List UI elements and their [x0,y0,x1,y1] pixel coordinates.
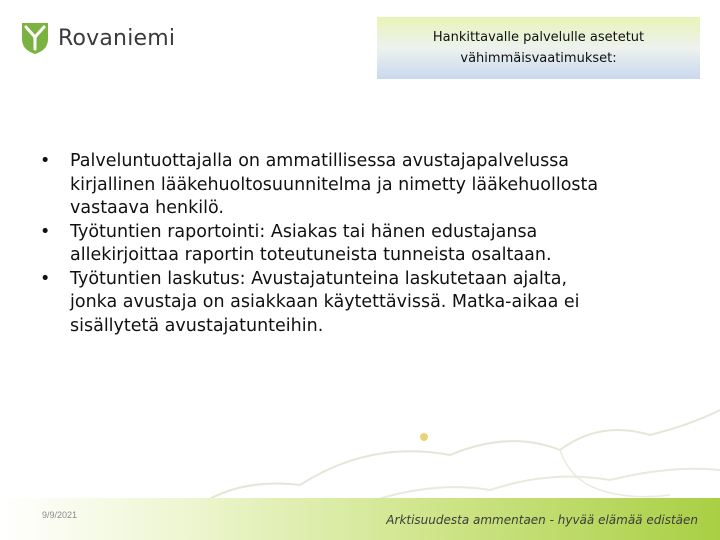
bullet-line: kirjallinen lääkehuoltosuunnitelma ja nimetty lääkehuollosta [70,174,599,195]
slide-title-line-1: Hankittavalle palvelulle asetetut [432,30,645,45]
logo-text: Rovaniemi [58,25,176,51]
footer-slogan: Arktisuudesta ammentaen - hyvää elämää edistäen [386,513,698,527]
bullet-marker: • [40,151,51,171]
bullet-marker: • [40,268,51,289]
slide-title-line-2: vähimmäisvaatimukset: [460,51,617,66]
bullet-line: allekirjoittaa raportin toteutuneista tunneista osaltaan. [70,245,552,265]
slide-title-box [377,17,700,79]
rovaniemi-logo [20,20,175,56]
bullet-item [36,150,696,221]
footer-date: 9/9/2021 [42,510,78,520]
bullet-list [36,150,696,338]
bullet-marker: • [40,221,51,242]
bullet-line: vastaava henkilö. [70,198,224,218]
bullet-line: Työtuntien laskutus: Avustajatunteina laskutetaan ajalta, [70,268,568,289]
coat-of-arms-icon [20,21,50,55]
bullet-line: Palveluntuottajalla on ammatillisessa avustajapalvelussa [70,151,570,171]
bullet-item [36,268,696,339]
bullet-line: jonka avustaja on asiakkaan käytettävissä. Matka-aikaa ei [70,292,580,312]
bullet-line: sisällytetä avustajatunteihin. [70,315,324,336]
bullet-line: Työtuntien raportointi: Asiakas tai hänen edustajansa [70,221,538,242]
map-location-dot [420,433,428,441]
bullet-item [36,221,696,268]
